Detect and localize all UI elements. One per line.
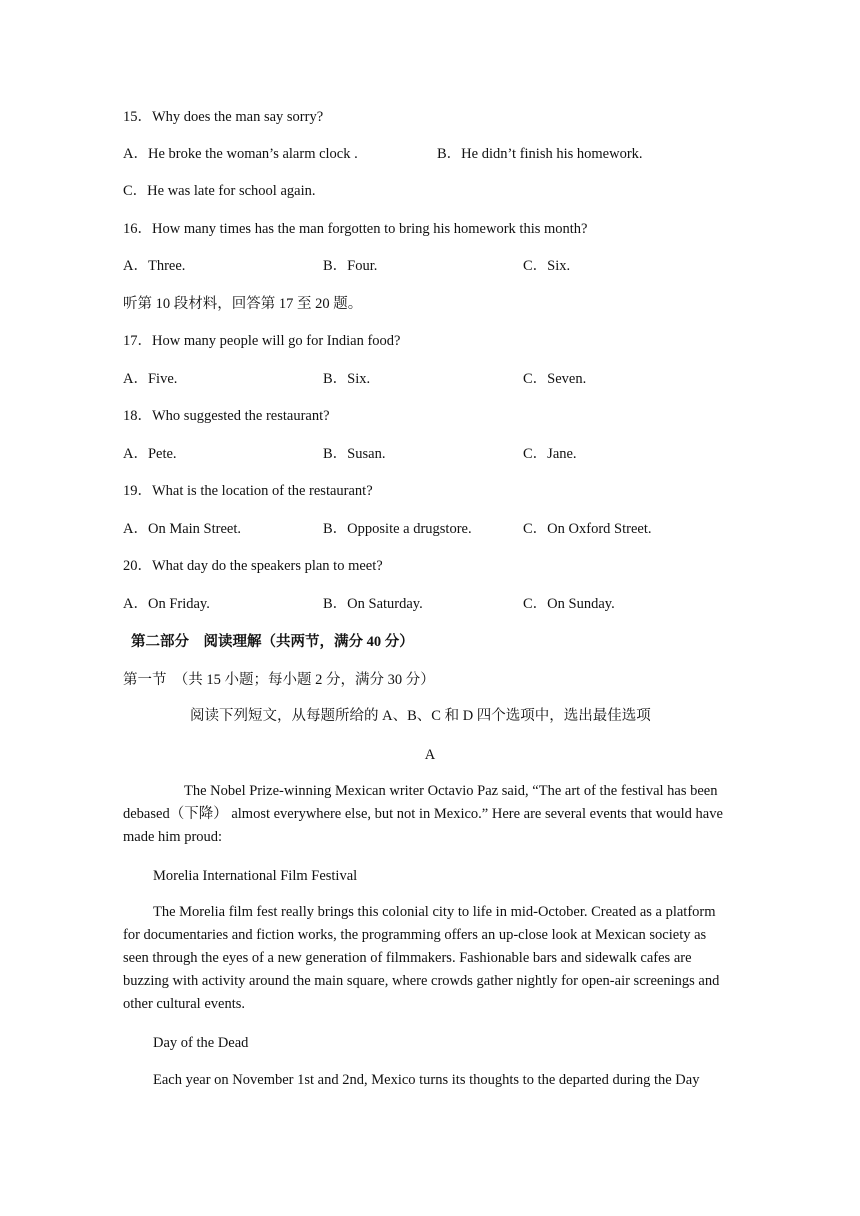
q18-option-b: B．Susan.	[323, 446, 386, 462]
q20-option-c: C．On Sunday.	[523, 596, 615, 612]
q15-option-c: C．He was late for school again.	[123, 183, 316, 199]
question-16: 16．How many times has the man forgotten to bring his homework this month?	[123, 221, 588, 237]
heading-film-festival: Morelia International Film Festival	[153, 868, 358, 884]
reading-instructions: 阅读下列短文，从每题所给的 A、B、C 和 D 四个选项中，选出最佳选项	[190, 708, 651, 724]
part-2-title: 第二部分 阅读理解（共两节，满分 40 分）	[131, 634, 414, 650]
q17-option-c: C．Seven.	[523, 371, 587, 387]
q15-option-b: B．He didn’t finish his homework.	[437, 146, 643, 162]
intro-paragraph: The Nobel Prize-winning Mexican writer Octavio Paz said, “The art of the festival has been debased（下降） almost everywhere else, but not in Mexico.” Here are several events that would have made him proud:	[123, 783, 723, 845]
q15-option-a: A．He broke the woman’s alarm clock .	[123, 146, 358, 162]
section-10-instruction: 听第 10 段材料，回答第 17 至 20 题。	[123, 296, 363, 312]
q17-option-b: B．Six.	[323, 371, 371, 387]
question-18: 18．Who suggested the restaurant?	[123, 408, 330, 424]
q18-option-c: C．Jane.	[523, 446, 577, 462]
q19-option-c: C．On Oxford Street.	[523, 521, 652, 537]
q16-option-b: B．Four.	[323, 258, 378, 274]
question-19: 19．What is the location of the restaurant?	[123, 483, 373, 499]
question-15: 15．Why does the man say sorry?	[123, 109, 324, 125]
q16-option-a: A．Three.	[123, 258, 186, 274]
q20-option-a: A．On Friday.	[123, 596, 210, 612]
section-1-title: 第一节 （共 15 小题；每小题 2 分，满分 30 分）	[123, 672, 435, 688]
passage-letter: A	[424, 747, 436, 763]
q19-option-a: A．On Main Street.	[123, 521, 241, 537]
q18-option-a: A．Pete.	[123, 446, 177, 462]
q17-option-a: A．Five.	[123, 371, 178, 387]
heading-day-of-the-dead: Day of the Dead	[153, 1035, 249, 1051]
q20-option-b: B．On Saturday.	[323, 596, 423, 612]
q19-option-b: B．Opposite a drugstore.	[323, 521, 472, 537]
paragraph-day-of-the-dead: Each year on November 1st and 2nd, Mexico turns its thoughts to the departed during the Day	[153, 1072, 700, 1088]
paragraph-film-festival: The Morelia film fest really brings this colonial city to life in mid-October. Created as a platform for documentaries and fiction works, the programming offers an up-close look at Mexican society as seen through the eyes of a new generation of filmmakers. Fashionable bars and sidewalk cafes are buzzing with activity around the main square, where crowds gather nightly for open-air screenings and other cultural events.	[123, 904, 720, 1012]
question-20: 20．What day do the speakers plan to meet?	[123, 558, 383, 574]
question-17: 17．How many people will go for Indian food?	[123, 333, 401, 349]
q16-option-c: C．Six.	[523, 258, 571, 274]
